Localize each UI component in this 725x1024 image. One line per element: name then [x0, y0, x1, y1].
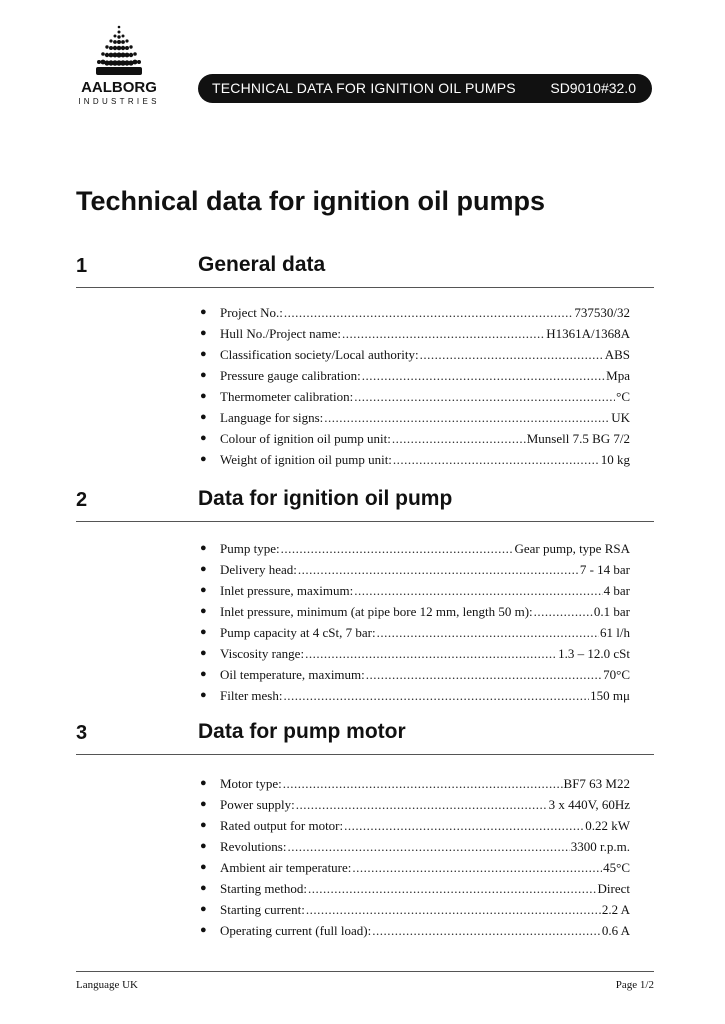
list-item: ● Oil temperature, maximum: ..... 70°C	[198, 664, 630, 685]
section-heading-general	[76, 251, 654, 288]
header-bar	[198, 74, 652, 103]
document-title: Technical data for ignition oil pumps	[76, 186, 546, 216]
dot-leader	[298, 559, 579, 580]
list-item: ● Viscosity range: ..... 1.3 – 12.0 cSt	[198, 643, 630, 664]
dot-leader	[283, 685, 589, 706]
dot-leader	[420, 344, 604, 365]
section-number: 3	[76, 722, 88, 744]
bullet-icon: ●	[200, 647, 207, 659]
dot-leader	[377, 622, 599, 643]
logo-dots-icon	[88, 24, 150, 78]
dot-leader	[284, 302, 574, 323]
bullet-icon: ●	[200, 924, 207, 936]
bullet-icon: ●	[200, 903, 207, 915]
pump-data-list	[198, 538, 630, 706]
bullet-icon: ●	[200, 432, 207, 444]
footer-divider	[76, 971, 654, 972]
bullet-icon: ●	[200, 840, 207, 852]
bullet-icon: ●	[200, 798, 207, 810]
dot-leader	[342, 323, 545, 344]
list-item: ● Language for signs: ..... UK	[198, 407, 630, 428]
list-item: ● Rated output for motor: ..... 0.22 kW	[198, 815, 630, 836]
dot-leader	[306, 899, 601, 920]
bullet-icon: ●	[200, 584, 207, 596]
bullet-icon: ●	[200, 390, 207, 402]
list-item: ● Starting current: ..... 2.2 A	[198, 899, 630, 920]
list-item: ● Classification society/Local authority: ..... ABS	[198, 344, 630, 365]
list-item: ● Operating current (full load): ..... 0.6 A	[198, 920, 630, 941]
dot-leader	[344, 815, 584, 836]
bullet-icon: ●	[200, 369, 207, 381]
list-item: ● Power supply: ..... 3 x 440V, 60Hz	[198, 794, 630, 815]
list-item: ● Weight of ignition oil pump unit: ..... 10 kg	[198, 449, 630, 470]
dot-leader	[352, 857, 602, 878]
bullet-icon: ●	[200, 542, 207, 554]
dot-leader	[372, 920, 601, 941]
list-item: ● Starting method: ..... Direct	[198, 878, 630, 899]
dot-leader	[366, 664, 602, 685]
list-item: ● Revolutions: ..... 3300 r.p.m.	[198, 836, 630, 857]
footer-page-number: Page 1/2	[615, 979, 654, 991]
section-number: 1	[76, 255, 88, 277]
dot-leader	[281, 538, 514, 559]
list-item: ● Thermometer calibration: ..... °C	[198, 386, 630, 407]
list-item: ● Colour of ignition oil pump unit: ..... Munsell 7.5 BG 7/2	[198, 428, 630, 449]
header-title: TECHNICAL DATA FOR IGNITION OIL PUMPS	[212, 80, 516, 96]
bullet-icon: ●	[200, 327, 207, 339]
bullet-icon: ●	[200, 777, 207, 789]
footer-language: Language UK	[76, 979, 139, 991]
bullet-icon: ●	[200, 861, 207, 873]
list-item: ● Inlet pressure, minimum (at pipe bore 12 mm, length 50 m): ..... 0.1 bar	[198, 601, 630, 622]
dot-leader	[287, 836, 569, 857]
bullet-icon: ●	[200, 689, 207, 701]
section-number: 2	[76, 489, 88, 511]
list-item: ● Filter mesh: ..... 150 mμ	[198, 685, 630, 706]
bullet-icon: ●	[200, 668, 207, 680]
list-item: ● Motor type: ..... BF7 63 M22	[198, 773, 630, 794]
list-item: ● Pump capacity at 4 cSt, 7 bar: ..... 61 l/h	[198, 622, 630, 643]
dot-leader	[354, 580, 602, 601]
bullet-icon: ●	[200, 819, 207, 831]
dot-leader	[393, 449, 600, 470]
company-logo	[76, 24, 162, 104]
dot-leader	[362, 365, 605, 386]
list-item: ● Delivery head: ..... 7 - 14 bar	[198, 559, 630, 580]
section-title: Data for pump motor	[198, 720, 406, 743]
section-heading-pump	[76, 485, 654, 522]
logo-wordmark: AALBORG	[81, 79, 157, 96]
bullet-icon: ●	[200, 563, 207, 575]
bullet-icon: ●	[200, 453, 207, 465]
dot-leader	[305, 643, 557, 664]
dot-leader	[354, 386, 615, 407]
section-title: Data for ignition oil pump	[198, 487, 453, 510]
list-item: ● Project No.: ..... 737530/32	[198, 302, 630, 323]
dot-leader	[296, 794, 548, 815]
dot-leader	[308, 878, 596, 899]
document-code: SD9010#32.0	[550, 80, 636, 96]
bullet-icon: ●	[200, 882, 207, 894]
bullet-icon: ●	[200, 605, 207, 617]
dot-leader	[534, 601, 593, 622]
list-item: ● Ambient air temperature: ..... 45°C	[198, 857, 630, 878]
section-title: General data	[198, 253, 326, 276]
motor-data-list	[198, 773, 630, 941]
bullet-icon: ●	[200, 348, 207, 360]
dot-leader	[392, 428, 526, 449]
list-item: ● Pump type: ..... Gear pump, type RSA	[198, 538, 630, 559]
list-item: ● Hull No./Project name: ..... H1361A/1368A	[198, 323, 630, 344]
list-item: ● Pressure gauge calibration: ..... Mpa	[198, 365, 630, 386]
general-data-list	[198, 302, 630, 470]
dot-leader	[283, 773, 563, 794]
bullet-icon: ●	[200, 306, 207, 318]
list-item: ● Inlet pressure, maximum: ..... 4 bar	[198, 580, 630, 601]
bullet-icon: ●	[200, 626, 207, 638]
dot-leader	[324, 407, 610, 428]
section-heading-motor	[76, 718, 654, 755]
logo-subtitle: INDUSTRIES	[78, 97, 160, 106]
bullet-icon: ●	[200, 411, 207, 423]
